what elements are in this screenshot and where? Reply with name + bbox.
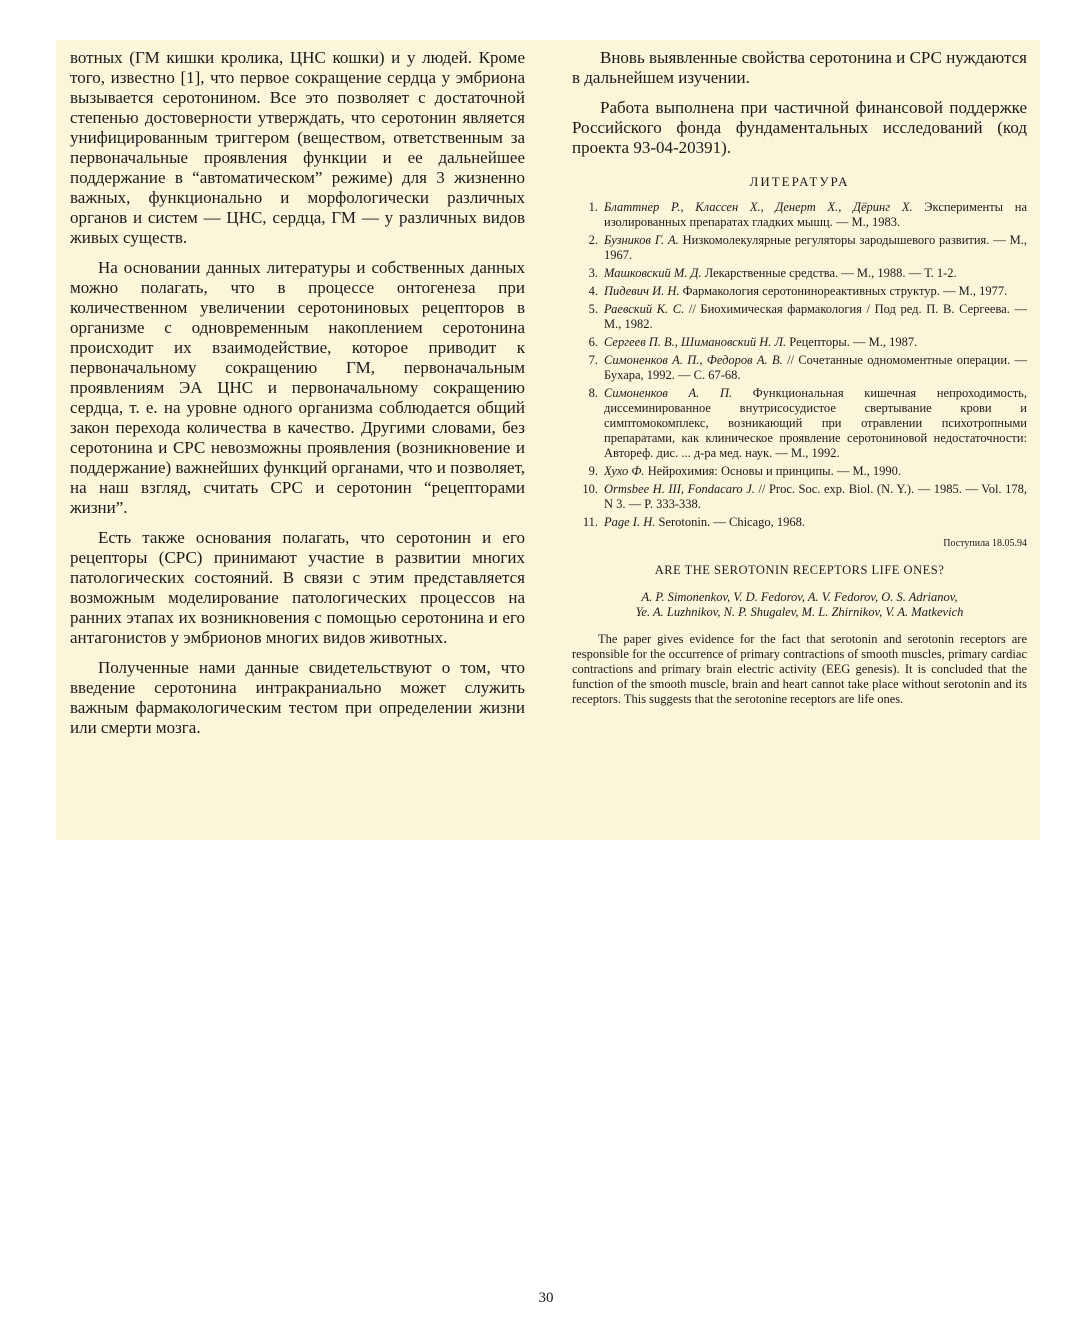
left-column xyxy=(70,48,525,748)
reference-authors: Машковский М. Д. xyxy=(604,266,702,280)
reference-number: 1. xyxy=(588,200,598,214)
reference-authors: Бузников Г. А. xyxy=(604,233,679,247)
english-authors-line: A. P. Simonenkov, V. D. Fedorov, A. V. Fedorov, O. S. Adrianov, xyxy=(641,590,958,604)
reference-item xyxy=(572,386,1027,461)
acknowledgment: Работа выполнена при частичной финансовой поддержке Российского фонда фундаментальных исследований (код проекта 93-04-20391). xyxy=(572,98,1027,157)
reference-authors: Ormsbee H. III, Fondacaro J. xyxy=(604,482,755,496)
reference-authors: Сергеев П. В., Шимановский Н. Л. xyxy=(604,335,787,349)
reference-text: // Биохимическая фармакология / Под ред. П. В. Сергеева. — М., 1982. xyxy=(604,302,1027,331)
reference-text: // Сочетанные одномоментные операции. — Бухара, 1992. — С. 67-68. xyxy=(604,353,1027,382)
reference-number: 6. xyxy=(588,335,598,349)
reference-authors: Раевский К. С. xyxy=(604,302,685,316)
body-paragraph: вотных (ГМ кишки кролика, ЦНС кошки) и у людей. Кроме того, известно [1], что первое сокращение сердца у эмбриона вызывается серотонином. Все это позволяет с достаточной степенью достоверности утверждать, что серотонин является унифицированным триггером (веществом, ответственным за первоначальные проявления функции и ее дальнейшее поддержание в “автоматическом” режиме) для 3 жизненно важных, функционально и морфологически различных органов и систем — ЦНС, сердца, ГМ — у различных видов живых существ. xyxy=(70,48,525,247)
reference-number: 11. xyxy=(582,515,598,529)
page-number: 30 xyxy=(538,1290,554,1306)
reference-text: Рецепторы. — М., 1987. xyxy=(786,335,918,349)
reference-text: Serotonin. — Chicago, 1968. xyxy=(655,515,806,529)
reference-authors: Симоненков А. П. xyxy=(604,386,733,400)
reference-authors: Симоненков А. П., Федоров А. В. xyxy=(604,353,783,367)
body-paragraph: На основании данных литературы и собственных данных можно полагать, что в процессе онтогенеза при количественном увеличении серотониновых рецепторов в организме с одновременным накоплением серотонина происходит их взаимодействие, которое приводит к первоначальному сокращению ГМ, первоначальным проявлениям ЭА ЦНС и первоначальному сокращению сердца, т. е. на уровне одного организма соблюдается общий закон перехода количества в качество. Другими словами, без серотонина и СРС невозможны проявления (возникновение и поддержание) важнейших функций органами, что и позволяет, на наш взгляд, считать СРС и серотонин “рецепторами жизни”. xyxy=(70,258,525,517)
reference-item xyxy=(572,335,1027,350)
reference-authors: Блаттнер Р., Классен Х., Денерт Х., Дёринг Х. xyxy=(604,200,913,214)
reference-item xyxy=(572,266,1027,281)
reference-number: 8. xyxy=(588,386,598,400)
reference-number: 4. xyxy=(588,284,598,298)
english-authors xyxy=(572,590,1027,620)
reference-authors: Page I. H. xyxy=(604,515,656,529)
reference-item xyxy=(572,464,1027,479)
english-abstract: The paper gives evidence for the fact that serotonin and serotonin receptors are responsible for the occurrence of primary contractions of smooth muscles, primary cardiac contractions and primary brain electric activity (EEG genesis). It is concluded that the function of the smooth muscle, brain and heart cannot take place without serotonin and its receptors. This suggests that the serotonine receptors are life ones. xyxy=(572,632,1027,706)
reference-number: 10. xyxy=(582,482,598,496)
reference-number: 5. xyxy=(588,302,598,316)
reference-text: Функциональная кишечная непроходимость, диссеминированное внутрисосудистое свертывание крови и симптомокомплекс, возникающий при отравлении психотропными препаратами, как клиническое проявление серотониновой недостаточности: Автореф. дис. ... д-ра мед. наук. — М., 1992. xyxy=(604,386,1027,460)
reference-item xyxy=(572,353,1027,383)
reference-item xyxy=(572,302,1027,332)
reference-text: Нейрохимия: Основы и принципы. — М., 1990. xyxy=(644,464,902,478)
reference-list xyxy=(572,200,1027,530)
reference-number: 2. xyxy=(588,233,598,247)
english-title: ARE THE SEROTONIN RECEPTORS LIFE ONES? xyxy=(654,563,945,577)
reference-item xyxy=(572,515,1027,530)
reference-item xyxy=(572,233,1027,263)
right-column xyxy=(572,48,1027,707)
reference-text: Лекарственные средства. — М., 1988. — Т. 1-2. xyxy=(701,266,957,280)
reference-text: Низкомолекулярные регуляторы зародышевого развития. — М., 1967. xyxy=(604,233,1027,262)
reference-text: Эксперименты на изолированных препаратах гладких мышц. — М., 1983. xyxy=(604,200,1027,229)
reference-text: // Proc. Soc. exp. Biol. (N. Y.). — 1985. — Vol. 178, N 3. — P. 333-338. xyxy=(604,482,1027,511)
reference-authors: Пидевич И. Н. xyxy=(604,284,680,298)
body-paragraph: Полученные нами данные свидетельствуют о том, что введение серотонина интракраниально может служить важным фармакологическим тестом при определении жизни или смерти мозга. xyxy=(70,658,525,737)
english-authors-line: Ye. A. Luzhnikov, N. P. Shugalev, M. L. Zhirnikov, V. A. Matkevich xyxy=(635,605,964,619)
reference-number: 7. xyxy=(588,353,598,367)
reference-text: Фармакология серотонинореактивных структур. — М., 1977. xyxy=(679,284,1008,298)
reference-authors: Хухо Ф. xyxy=(604,464,645,478)
closing-paragraph: Вновь выявленные свойства серотонина и СРС нуждаются в дальнейшем изучении. xyxy=(572,48,1027,87)
reference-number: 3. xyxy=(588,266,598,280)
reference-number: 9. xyxy=(588,464,598,478)
body-paragraph: Есть также основания полагать, что серотонин и его рецепторы (СРС) принимают участие в развитии многих патологических состояний. В связи с этим представляется возможным моделирование патологических процессов на ранних этапах их возникновения с помощью серотонина и его антагонистов у эмбрионов многих видов животных. xyxy=(70,528,525,647)
received-date: Поступила 18.05.94 xyxy=(943,538,1027,549)
reference-item xyxy=(572,284,1027,299)
reference-item xyxy=(572,482,1027,512)
reference-item xyxy=(572,200,1027,230)
references-heading: ЛИТЕРАТУРА xyxy=(749,174,850,189)
